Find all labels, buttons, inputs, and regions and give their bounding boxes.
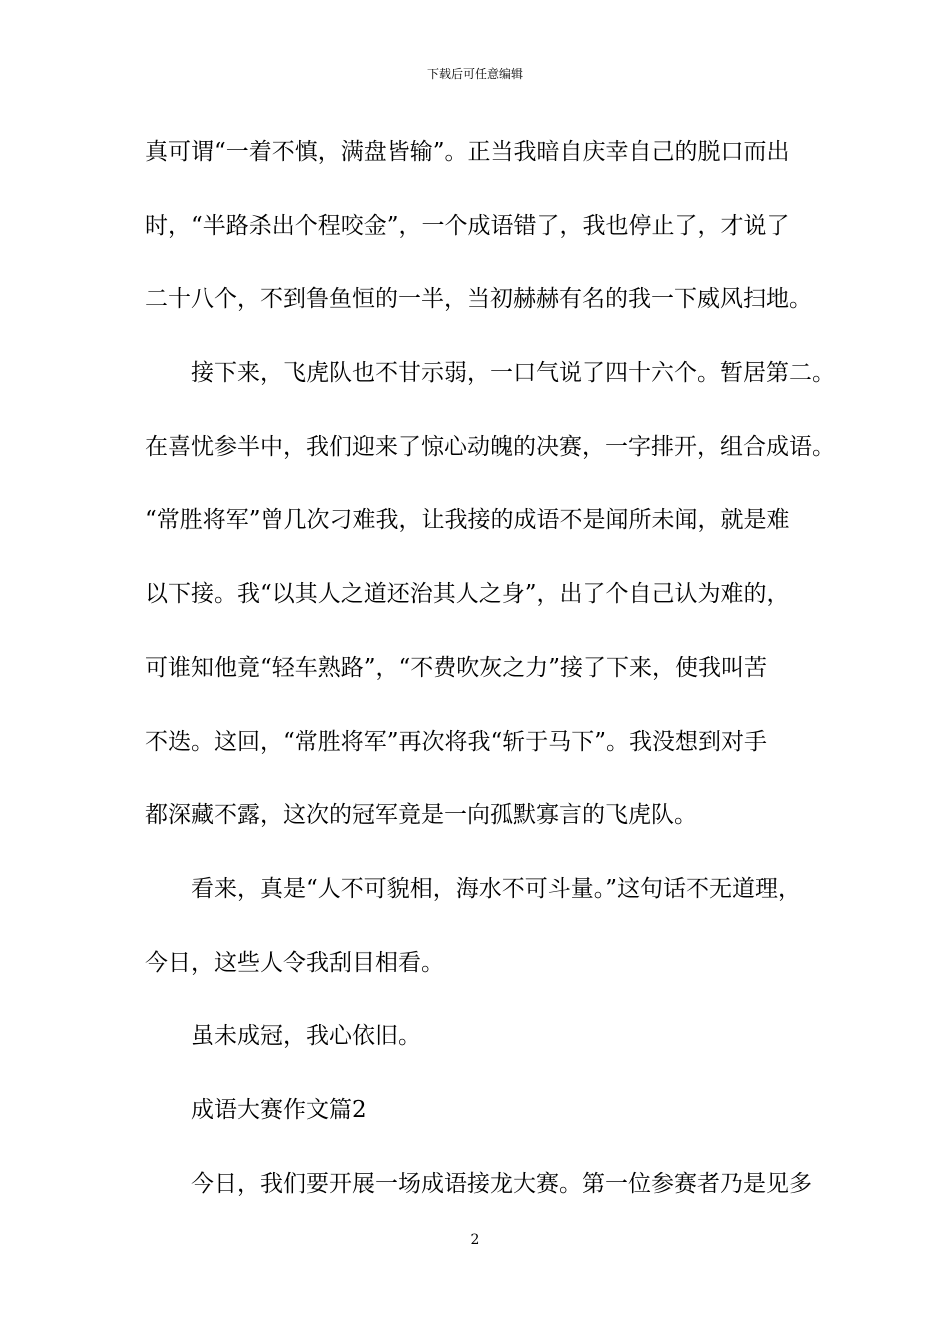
text-line: 以下接。我“以其人之道还治其人之身”，出了个自己认为难的， bbox=[145, 581, 790, 608]
text-line: 不迭。这回，“常胜将军”再次将我“斩于马下”。我没想到对手 bbox=[145, 728, 768, 755]
paragraph-start: 虽未成冠，我心依旧。 bbox=[191, 1023, 421, 1050]
text-line: “常胜将军”曾几次刁难我，让我接的成语不是闻所未闻，就是难 bbox=[145, 507, 790, 534]
text-line: 今日，这些人令我刮目相看。 bbox=[145, 949, 444, 976]
page-header: 下载后可任意编辑 bbox=[426, 67, 523, 81]
paragraph-start: 看来，真是“人不可貌相，海水不可斗量。”这句话不无道理， bbox=[191, 875, 802, 902]
text-line: 真可谓“一着不慎，满盘皆输”。正当我暗自庆幸自己的脱口而出 bbox=[145, 139, 790, 165]
document-body bbox=[145, 128, 835, 1233]
paragraph-start: 接下来，飞虎队也不甘示弱，一口气说了四十六个。暂居第二。 bbox=[191, 360, 835, 387]
paragraph-start: 今日，我们要开展一场成语接龙大赛。第一位参赛者乃是见多 bbox=[191, 1170, 812, 1197]
text-line: 都深藏不露，这次的冠军竟是一向孤默寡言的飞虎队。 bbox=[145, 802, 697, 829]
page-number: 2 bbox=[470, 1232, 480, 1248]
text-line: 在喜忧参半中，我们迎来了惊心动魄的决赛，一字排开，组合成语。 bbox=[145, 433, 835, 460]
text-line: 时，“半路杀出个程咬金”，一个成语错了，我也停止了，才说了 bbox=[145, 212, 790, 239]
text-line: 可谁知他竟“轻车熟路”，“不费吹灰之力”接了下来，使我叫苦 bbox=[145, 654, 768, 681]
text-line: 二十八个，不到鲁鱼恒的一半，当初赫赫有名的我一下威风扫地。 bbox=[145, 286, 812, 313]
section-heading: 成语大赛作文篇2 bbox=[191, 1096, 367, 1123]
